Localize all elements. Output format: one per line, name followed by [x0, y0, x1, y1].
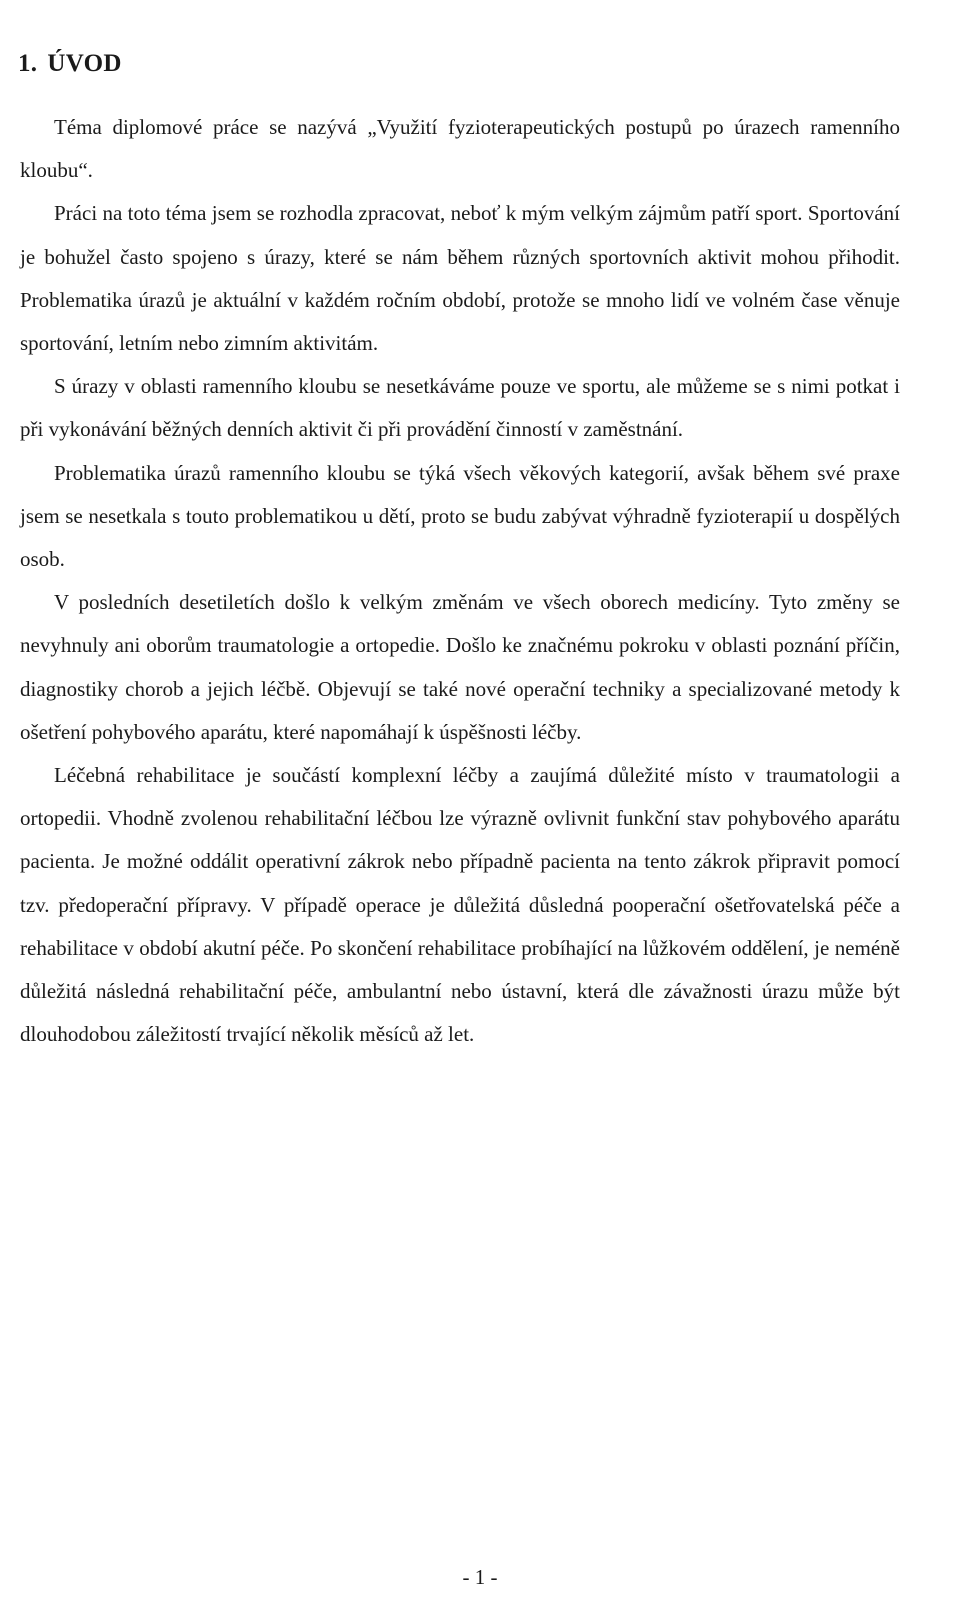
section-number: 1. — [18, 50, 38, 77]
paragraph: Práci na toto téma jsem se rozhodla zpracovat, neboť k mým velkým zájmům patří sport. Sportování je bohužel často spojeno s úrazy, které se nám během různých sportovních aktivit mohou přihodit. Problematika úrazů je aktuální v každém ročním období, protože se mnoho lidí ve volném čase věnuje sportování, letním nebo zimním aktivitám. — [20, 201, 900, 356]
body-text — [20, 106, 900, 1056]
paragraph: S úrazy v oblasti ramenního kloubu se nesetkáváme pouze ve sportu, ale můžeme se s nimi potkat i při vykonávání běžných denních aktivit či při provádění činností v zaměstnání. — [20, 374, 900, 442]
section-title: ÚVOD — [47, 50, 122, 77]
paragraph: Problematika úrazů ramenního kloubu se týká všech věkových kategorií, avšak během své praxe jsem se nesetkala s touto problematikou u dětí, proto se budu zabývat výhradně fyzioterapií u dospělých osob. — [20, 460, 900, 572]
paragraph: Téma diplomové práce se nazývá „Využití fyzioterapeutických postupů po úrazech ramenního kloubu“. — [20, 115, 900, 183]
paragraph: V posledních desetiletích došlo k velkým změnám ve všech oborech medicíny. Tyto změny se nevyhnuly ani oborům traumatologie a ortopedie. Došlo ke značnému pokroku v oblasti poznání příčin, diagnostiky chorob a jejich léčbě. Objevují se také nové operační techniky a specializované metody k ošetření pohybového aparátu, které napomáhají k úspěšnosti léčby. — [20, 590, 900, 744]
section-heading — [18, 50, 122, 78]
page-number: - 1 - — [462, 1565, 498, 1589]
paragraph: Léčebná rehabilitace je součástí komplexní léčby a zaujímá důležité místo v traumatologii a ortopedii. Vhodně zvolenou rehabilitační léčbou lze výrazně ovlivnit funkční stav pohybového aparátu pacienta. Je možné oddálit operativní zákrok nebo případně pacienta na tento zákrok připravit pomocí tzv. předoperační přípravy. V případě operace je důležitá důsledná pooperační ošetřovatelská péče a rehabilitace v období akutní péče. Po skončení rehabilitace probíhající na lůžkovém oddělení, je neméně důležitá následná rehabilitační péče, ambulantní nebo ústavní, která dle závažnosti úrazu může být dlouhodobou záležitostí trvající několik měsíců až let. — [20, 763, 900, 1047]
